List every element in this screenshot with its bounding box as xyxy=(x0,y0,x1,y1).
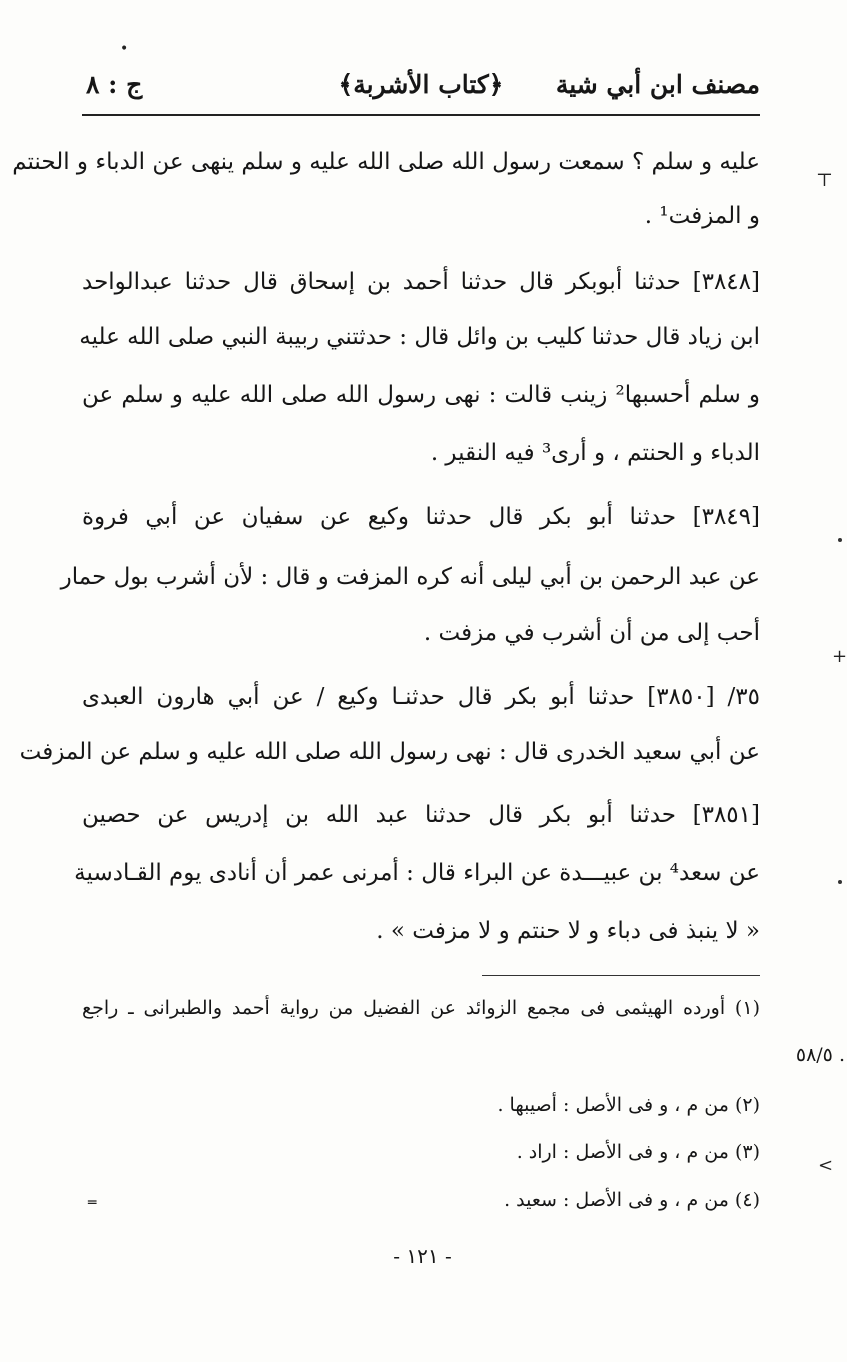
footnote-rule xyxy=(482,975,760,976)
text-line: الدباء و الحنتم ، و أرى³ فيه النقير . xyxy=(430,440,760,466)
header-rule xyxy=(82,114,760,116)
book-title: مصنف ابن أبي شية xyxy=(555,70,760,99)
text-line: أحب إلى من أن أشرب في مزفت . xyxy=(423,620,760,646)
scan-dot xyxy=(838,880,842,884)
hadith-3848: [٣٨٤٨] حدثنا أبوبكر قال حدثنا أحمد بن إسحاق قال حدثنا عبدالواحد xyxy=(82,269,760,295)
volume-number: ج : ٨ xyxy=(86,70,143,99)
text-line: عن سعد⁴ بن عبيـــدة عن البراء قال : أمرنى عمر أن أنادى يوم القـادسية xyxy=(74,860,760,886)
text-line: ابن زياد قال حدثنا كليب بن وائل قال : حدثتني ربيبة النبي صلى الله عليه xyxy=(79,324,760,350)
hadith-3851: [٣٨٥١] حدثنا أبو بكر قال حدثنا عبد الله بن إدريس عن حصين xyxy=(82,802,760,828)
margin-mark: + xyxy=(832,646,847,667)
page-header xyxy=(82,64,760,114)
footnote-1-continued: . ٥٨/٥ xyxy=(795,1044,845,1066)
margin-mark: ⊤ xyxy=(816,170,833,191)
page-number: - ١٢١ - xyxy=(393,1244,452,1268)
chapter-title: ﴿كتاب الأشربة﴾ xyxy=(338,70,504,99)
text-line: عن أبي سعيد الخدرى قال : نهى رسول الله صلى الله عليه و سلم عن المزفت xyxy=(19,739,760,765)
footnote-2: (٢) من م ، و فى الأصل : أصيبها . xyxy=(497,1094,760,1116)
text-line: و المزفت¹ . xyxy=(644,203,760,229)
text-line: عن عبد الرحمن بن أبي ليلى أنه كره المزفت و قال : لأن أشرب بول حمار xyxy=(60,564,760,590)
margin-mark: < xyxy=(818,1155,834,1176)
hadith-3849: [٣٨٤٩] حدثنا أبو بكر قال حدثنا وكيع عن سفيان عن أبي فروة xyxy=(82,504,760,530)
hadith-3850: ٣٥/ [٣٨٥٠] حدثنا أبو بكر قال حدثنـا وكيع / عن أبي هارون العبدى xyxy=(82,684,760,710)
margin-mark: ═ xyxy=(88,1195,97,1211)
margin-mark: • xyxy=(120,41,129,57)
footnote-1: (١) أورده الهيثمى فى مجمع الزوائد عن الفضيل من رواية أحمد والطبرانى ـ راجع xyxy=(82,997,760,1019)
scan-dot xyxy=(838,538,842,542)
footnote-4: (٤) من م ، و فى الأصل : سعيد . xyxy=(504,1189,760,1211)
text-line: و سلم أحسبها² زينب قالت : نهى رسول الله صلى الله عليه و سلم عن xyxy=(82,382,760,408)
footnote-3: (٣) من م ، و فى الأصل : اراد . xyxy=(516,1141,760,1163)
text-line: « لا ينبذ فى دباء و لا حنتم و لا مزفت » . xyxy=(376,918,760,944)
text-line: عليه و سلم ؟ سمعت رسول الله صلى الله عليه و سلم ينهى عن الدباء و الحنتم xyxy=(12,149,760,175)
